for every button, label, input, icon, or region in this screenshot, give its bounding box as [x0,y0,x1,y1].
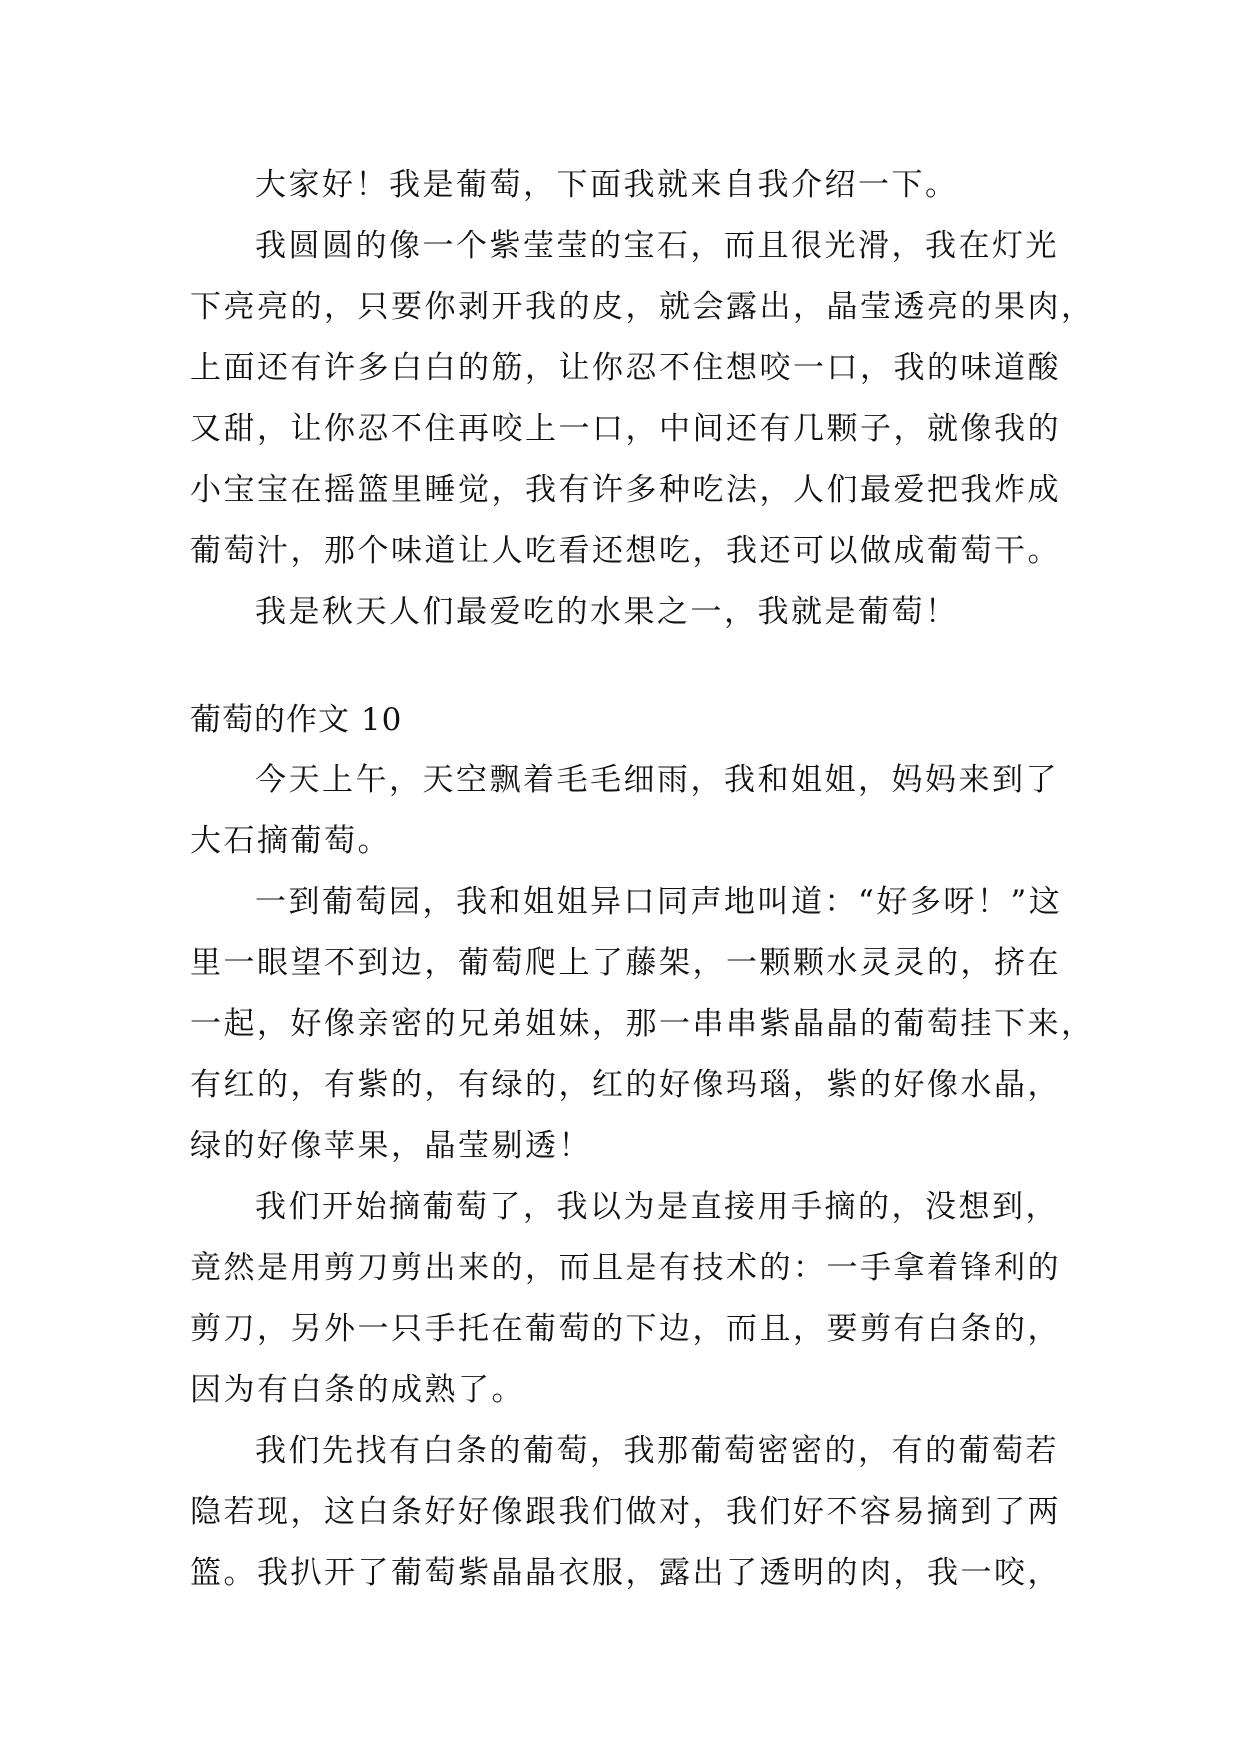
paragraph-line: 我圆圆的像一个紫莹莹的宝石，而且很光滑，我在灯光 [255,228,1059,264]
paragraph-line: 小宝宝在摇篮里睡觉，我有许多种吃法，人们最爱把我炸成 [190,472,1061,508]
paragraph-line: 大石摘葡萄。 [190,823,391,859]
paragraph-line: 竟然是用剪刀剪出来的，而且是有技术的：一手拿着锋利的 [190,1250,1061,1286]
paragraph-line: 绿的好像苹果，晶莹剔透！ [190,1128,592,1164]
paragraph-line: 隐若现，这白条好好像跟我们做对，我们好不容易摘到了两 [190,1494,1061,1530]
paragraph-line: 我是秋天人们最爱吃的水果之一，我就是葡萄！ [255,594,959,630]
paragraph-line: 一到葡萄园，我和姐姐异口同声地叫道：“好多呀！”这 [255,884,1063,920]
paragraph-line: 剪刀，另外一只手托在葡萄的下边，而且，要剪有白条的， [190,1311,1061,1347]
paragraph-line: 今天上午，天空飘着毛毛细雨，我和姐姐，妈妈来到了 [255,762,1059,798]
paragraph-line: 又甜，让你忍不住再咬上一口，中间还有几颗子，就像我的 [190,411,1061,447]
paragraph-line: 篮。我扒开了葡萄紫晶晶衣服，露出了透明的肉，我一咬， [190,1555,1061,1591]
paragraph-line: 一起，好像亲密的兄弟姐妹，那一串串紫晶晶的葡萄挂下来， [190,1006,1095,1042]
paragraph-line: 上面还有许多白白的筋，让你忍不住想咬一口，我的味道酸 [190,350,1061,386]
paragraph-line: 有红的，有紫的，有绿的，红的好像玛瑙，紫的好像水晶， [190,1067,1061,1103]
paragraph-line: 大家好！我是葡萄，下面我就来自我介绍一下。 [255,167,959,203]
paragraph-line: 里一眼望不到边，葡萄爬上了藤架，一颗颗水灵灵的，挤在 [190,945,1061,981]
paragraph-line: 我们开始摘葡萄了，我以为是直接用手摘的，没想到， [255,1189,1059,1225]
paragraph-line: 我们先找有白条的葡萄，我那葡萄密密的，有的葡萄若 [255,1433,1059,1469]
paragraph-line: 下亮亮的，只要你剥开我的皮，就会露出，晶莹透亮的果肉， [190,289,1095,325]
essay-title: 葡萄的作文 10 [190,702,403,738]
paragraph-line: 葡萄汁，那个味道让人吃看还想吃，我还可以做成葡萄干。 [190,533,1061,569]
paragraph-line: 因为有白条的成熟了。 [190,1372,525,1408]
